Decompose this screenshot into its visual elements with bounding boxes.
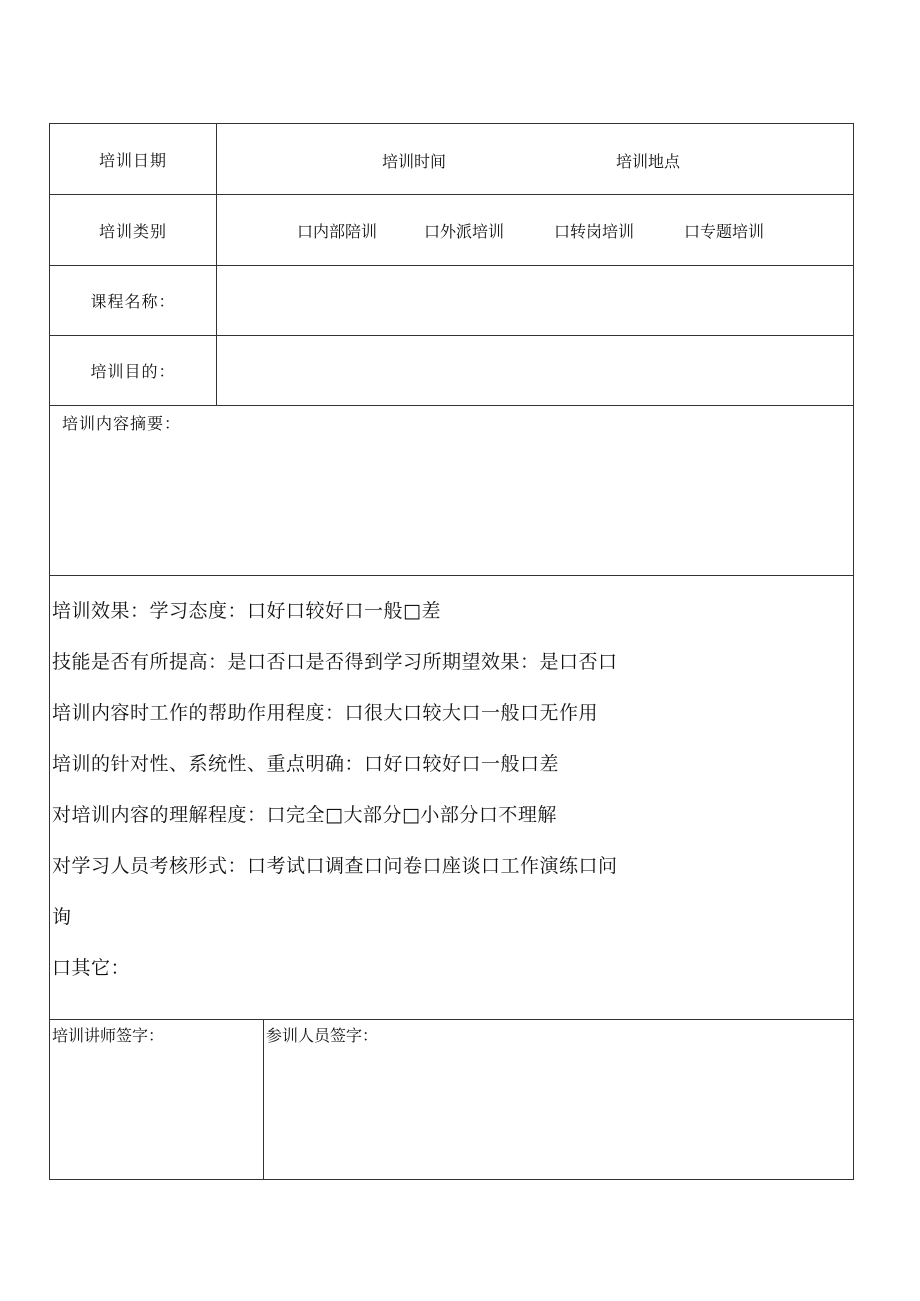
- training-category-options: [217, 195, 853, 265]
- category-option-transfer[interactable]: 口转岗培训: [554, 222, 635, 241]
- training-place-label: 培训地点: [616, 152, 681, 171]
- category-option-external[interactable]: 口外派培训: [424, 222, 505, 241]
- row-training-date: [50, 124, 853, 195]
- training-purpose-field[interactable]: [217, 336, 853, 405]
- effect-line-skill[interactable]: 技能是否有所提高：是口否口是否得到学习所期望效果：是口否口: [52, 651, 618, 673]
- trainer-signature-label: 培训讲师签字：: [52, 1026, 165, 1045]
- course-name-field[interactable]: [217, 266, 853, 335]
- effect-line-assessment-cont: 询: [52, 906, 72, 928]
- category-option-topic[interactable]: 口专题培训: [684, 222, 765, 241]
- training-record-form: [49, 123, 854, 1180]
- trainer-signature-cell[interactable]: [50, 1020, 264, 1179]
- effect-line-relevance[interactable]: 培训的针对性、系统性、重点明确：口好口较好口一般口差: [52, 753, 560, 775]
- effect-line-assessment[interactable]: 对学习人员考核形式：口考试口调查口问卷口座谈口工作演练口问: [52, 855, 618, 877]
- course-name-label: 课程名称：: [50, 266, 217, 335]
- effect-line-understanding[interactable]: 对培训内容的理解程度：口完全□大部分□小部分口不理解: [52, 804, 557, 826]
- row-signatures: [50, 1020, 853, 1179]
- row-course-name: [50, 266, 853, 336]
- content-summary-label: 培训内容摘要：: [62, 414, 182, 433]
- training-time-label: 培训时间: [382, 152, 447, 171]
- row-training-purpose: [50, 336, 853, 406]
- row-content-summary[interactable]: [50, 406, 853, 576]
- training-date-label: 培训日期: [50, 124, 217, 194]
- training-purpose-label: 培训目的：: [50, 336, 217, 405]
- effect-line-other[interactable]: 口其它：: [52, 957, 131, 979]
- row-training-effect: [50, 576, 853, 1020]
- effect-line-helpfulness[interactable]: 培训内容时工作的帮助作用程度：口很大口较大口一般口无作用: [52, 702, 599, 724]
- training-category-label: 培训类别: [50, 195, 217, 265]
- effect-line-attitude[interactable]: 培训效果：学习态度：口好口较好口一般□差: [52, 600, 441, 622]
- participant-signature-cell[interactable]: [264, 1020, 853, 1179]
- row-training-category: [50, 195, 853, 266]
- participant-signature-label: 参训人员签字：: [266, 1026, 379, 1045]
- category-option-internal[interactable]: 口内部陪训: [297, 222, 378, 241]
- training-date-content[interactable]: [217, 124, 853, 194]
